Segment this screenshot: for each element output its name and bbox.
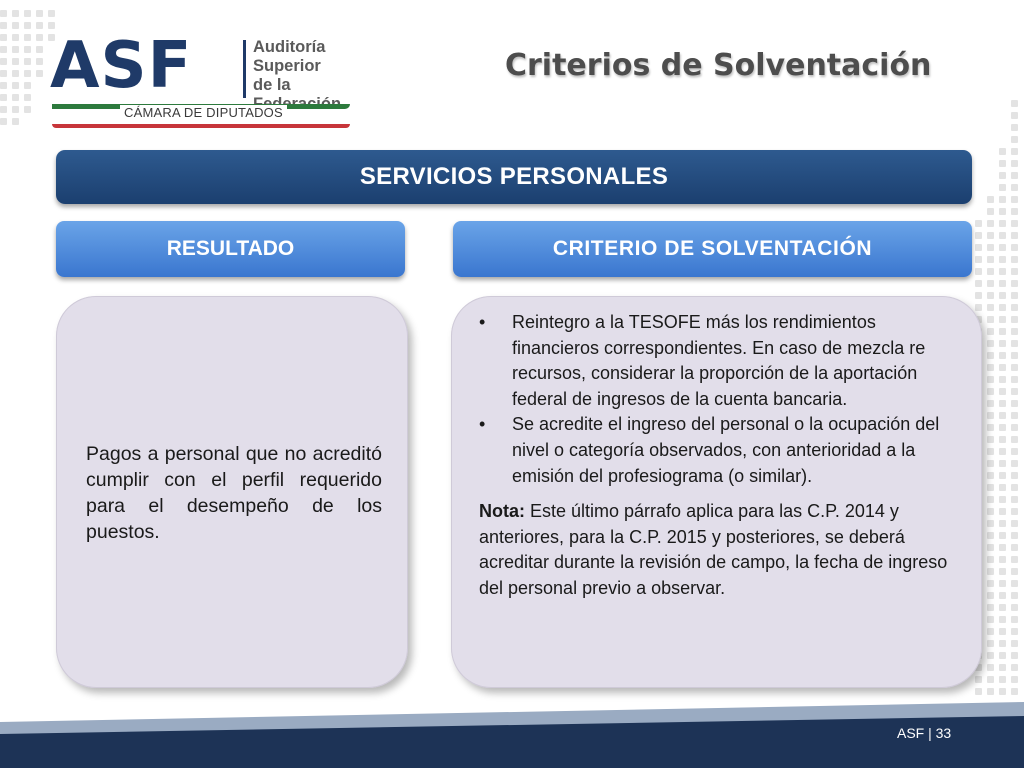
decorative-dot bbox=[0, 22, 7, 29]
decorative-dot bbox=[1011, 124, 1018, 131]
decorative-dot bbox=[0, 34, 7, 41]
decorative-dot bbox=[987, 352, 994, 359]
decorative-dot bbox=[999, 232, 1006, 239]
decorative-dot bbox=[987, 232, 994, 239]
decorative-dot bbox=[1011, 232, 1018, 239]
decorative-dot bbox=[975, 244, 982, 251]
decorative-dot bbox=[999, 400, 1006, 407]
decorative-dot bbox=[999, 688, 1006, 695]
bullet-text: Reintegro a la TESOFE más los rendimientos financieros correspondientes. En caso de mezcla re recursos, considerar la proporción de la aportación federal de ingresos de la cuenta bancaria. bbox=[512, 312, 926, 409]
decorative-dot bbox=[1011, 616, 1018, 623]
logo-org-line1: Auditoría bbox=[253, 38, 326, 56]
decorative-dot bbox=[999, 436, 1006, 443]
decorative-dot bbox=[987, 520, 994, 527]
decorative-dot bbox=[1011, 244, 1018, 251]
decorative-dot bbox=[24, 82, 31, 89]
decorative-dot bbox=[987, 280, 994, 287]
decorative-dot bbox=[1011, 484, 1018, 491]
decorative-dot bbox=[975, 304, 982, 311]
decorative-dot bbox=[1011, 112, 1018, 119]
decorative-dot bbox=[1011, 160, 1018, 167]
decorative-dot bbox=[12, 34, 19, 41]
logo-acronym: ASF bbox=[50, 29, 193, 103]
decorative-dot bbox=[1011, 316, 1018, 323]
list-item bbox=[479, 412, 959, 489]
decorative-dot bbox=[999, 280, 1006, 287]
decorative-dot bbox=[999, 472, 1006, 479]
decorative-dot bbox=[999, 460, 1006, 467]
decorative-dot bbox=[987, 604, 994, 611]
decorative-dot bbox=[0, 10, 7, 17]
decorative-dot bbox=[1011, 508, 1018, 515]
decorative-dot bbox=[0, 94, 7, 101]
decorative-dot bbox=[987, 616, 994, 623]
decorative-dot bbox=[999, 592, 1006, 599]
decorative-dot bbox=[987, 400, 994, 407]
criterio-bullet-list bbox=[479, 310, 959, 489]
decorative-dot bbox=[1011, 148, 1018, 155]
decorative-dot bbox=[1011, 628, 1018, 635]
decorative-dot bbox=[999, 424, 1006, 431]
decorative-dot bbox=[999, 220, 1006, 227]
criterio-content bbox=[479, 310, 959, 602]
decorative-dot bbox=[999, 640, 1006, 647]
decorative-dot bbox=[987, 304, 994, 311]
decorative-dot bbox=[1011, 196, 1018, 203]
decorative-dot bbox=[24, 58, 31, 65]
decorative-dot bbox=[975, 220, 982, 227]
decorative-dot bbox=[1011, 448, 1018, 455]
decorative-dot bbox=[36, 22, 43, 29]
logo-org-line3: de la bbox=[253, 76, 291, 94]
decorative-dot bbox=[987, 424, 994, 431]
decorative-dot bbox=[975, 268, 982, 275]
decorative-dot bbox=[987, 460, 994, 467]
decorative-dot bbox=[12, 10, 19, 17]
decorative-dot bbox=[999, 364, 1006, 371]
decorative-dot bbox=[24, 22, 31, 29]
decorative-dot bbox=[0, 70, 7, 77]
decorative-dot bbox=[987, 640, 994, 647]
decorative-dot bbox=[999, 268, 1006, 275]
decorative-dot bbox=[1011, 556, 1018, 563]
page-title: Criterios de Solventación bbox=[505, 48, 932, 83]
decorative-dot bbox=[1011, 376, 1018, 383]
decorative-dot bbox=[1011, 592, 1018, 599]
note-label: Nota: bbox=[479, 501, 525, 522]
decorative-dot bbox=[1011, 604, 1018, 611]
decorative-dot bbox=[987, 544, 994, 551]
decorative-dot bbox=[1011, 136, 1018, 143]
note-paragraph bbox=[479, 499, 959, 601]
decorative-dot bbox=[999, 616, 1006, 623]
decorative-dot bbox=[48, 10, 55, 17]
logo-red-stripe bbox=[52, 124, 350, 128]
decorative-dot bbox=[999, 568, 1006, 575]
logo-divider bbox=[243, 40, 246, 98]
decorative-dot bbox=[0, 118, 7, 125]
decorative-dot bbox=[1011, 292, 1018, 299]
decorative-dot bbox=[24, 46, 31, 53]
decorative-dot bbox=[24, 70, 31, 77]
decorative-dot bbox=[1011, 520, 1018, 527]
decorative-dot bbox=[0, 106, 7, 113]
decorative-dot bbox=[1011, 256, 1018, 263]
decorative-dot bbox=[987, 472, 994, 479]
decorative-dot bbox=[987, 652, 994, 659]
decorative-dot bbox=[999, 388, 1006, 395]
decorative-dot bbox=[987, 532, 994, 539]
decorative-dot bbox=[999, 376, 1006, 383]
decorative-dot bbox=[987, 484, 994, 491]
decorative-dot bbox=[975, 688, 982, 695]
decorative-dot bbox=[987, 436, 994, 443]
decorative-dot bbox=[999, 604, 1006, 611]
decorative-dot bbox=[987, 316, 994, 323]
logo-camara: CÁMARA DE DIPUTADOS bbox=[120, 105, 287, 120]
decorative-dot bbox=[999, 208, 1006, 215]
decorative-dot bbox=[987, 688, 994, 695]
decorative-dot bbox=[1011, 328, 1018, 335]
decorative-dot bbox=[1011, 352, 1018, 359]
decorative-dot bbox=[0, 58, 7, 65]
decorative-dot bbox=[24, 94, 31, 101]
decorative-dot bbox=[1011, 580, 1018, 587]
decorative-dot bbox=[975, 232, 982, 239]
decorative-dot bbox=[999, 628, 1006, 635]
decorative-dot bbox=[36, 70, 43, 77]
decorative-dot bbox=[999, 556, 1006, 563]
decorative-dot bbox=[36, 34, 43, 41]
decorative-dot bbox=[36, 10, 43, 17]
decorative-dot bbox=[12, 58, 19, 65]
section-banner: SERVICIOS PERSONALES bbox=[56, 150, 972, 204]
decorative-dot bbox=[975, 256, 982, 263]
decorative-dot bbox=[1011, 208, 1018, 215]
decorative-dot bbox=[1011, 460, 1018, 467]
decorative-dot bbox=[1011, 220, 1018, 227]
decorative-dot bbox=[999, 148, 1006, 155]
decorative-dot bbox=[987, 376, 994, 383]
decorative-dot bbox=[0, 46, 7, 53]
criterio-header: CRITERIO DE SOLVENTACIÓN bbox=[453, 221, 972, 277]
decorative-dot bbox=[1011, 412, 1018, 419]
decorative-dot bbox=[999, 316, 1006, 323]
decorative-dot bbox=[999, 412, 1006, 419]
decorative-dot bbox=[999, 304, 1006, 311]
decorative-dot bbox=[999, 448, 1006, 455]
decorative-dot bbox=[999, 664, 1006, 671]
decorative-dot bbox=[987, 220, 994, 227]
decorative-dot bbox=[1011, 100, 1018, 107]
decorative-dot bbox=[975, 676, 982, 683]
decorative-dot bbox=[987, 556, 994, 563]
slide-number: ASF | 33 bbox=[897, 725, 952, 741]
decorative-dot bbox=[987, 244, 994, 251]
decorative-dot bbox=[975, 280, 982, 287]
resultado-text: Pagos a personal que no acreditó cumplir con el perfil requerido para el desempeño de los puestos. bbox=[86, 443, 382, 543]
decorative-dot bbox=[987, 208, 994, 215]
decorative-dot bbox=[12, 22, 19, 29]
decorative-dot bbox=[999, 532, 1006, 539]
decorative-dot bbox=[12, 46, 19, 53]
decorative-dot bbox=[999, 508, 1006, 515]
decorative-dot bbox=[1011, 400, 1018, 407]
decorative-dot bbox=[1011, 304, 1018, 311]
decorative-dot bbox=[24, 106, 31, 113]
decorative-dot bbox=[1011, 568, 1018, 575]
logo-org-name bbox=[253, 38, 355, 114]
decorative-dot bbox=[24, 34, 31, 41]
decorative-dot bbox=[1011, 340, 1018, 347]
decorative-dot bbox=[0, 82, 7, 89]
decorative-dot bbox=[12, 82, 19, 89]
decorative-dot bbox=[987, 676, 994, 683]
decorative-dot bbox=[987, 268, 994, 275]
decorative-dot bbox=[999, 496, 1006, 503]
decorative-dot bbox=[24, 10, 31, 17]
decorative-dot bbox=[1011, 664, 1018, 671]
bullet-text: Se acredite el ingreso del personal o la ocupación del nivel o categoría observados, con anterioridad a la emisión del profesiograma (o similar). bbox=[512, 414, 940, 486]
decorative-dot bbox=[987, 256, 994, 263]
list-item bbox=[479, 310, 959, 412]
decorative-dot bbox=[987, 388, 994, 395]
decorative-dot bbox=[1011, 688, 1018, 695]
decorative-dot bbox=[999, 196, 1006, 203]
decorative-dot bbox=[987, 592, 994, 599]
decorative-dot bbox=[1011, 268, 1018, 275]
decorative-dot bbox=[987, 508, 994, 515]
decorative-dot bbox=[987, 196, 994, 203]
decorative-dot bbox=[1011, 544, 1018, 551]
decorative-dot bbox=[987, 340, 994, 347]
decorative-dot bbox=[1011, 184, 1018, 191]
bullet-icon: • bbox=[479, 414, 486, 435]
decorative-dot bbox=[999, 244, 1006, 251]
decorative-dot bbox=[999, 328, 1006, 335]
decorative-dot bbox=[1011, 496, 1018, 503]
decorative-dot bbox=[1011, 424, 1018, 431]
decorative-dot bbox=[999, 256, 1006, 263]
decorative-dot bbox=[1011, 172, 1018, 179]
decorative-dot bbox=[12, 94, 19, 101]
decorative-dots-right bbox=[975, 100, 1024, 700]
decorative-dot bbox=[999, 580, 1006, 587]
decorative-dot bbox=[999, 544, 1006, 551]
decorative-dot bbox=[1011, 364, 1018, 371]
decorative-dot bbox=[999, 172, 1006, 179]
decorative-dot bbox=[987, 292, 994, 299]
footer-band bbox=[0, 700, 1024, 768]
decorative-dot bbox=[12, 106, 19, 113]
decorative-dot bbox=[987, 448, 994, 455]
decorative-dot bbox=[999, 340, 1006, 347]
decorative-dot bbox=[999, 160, 1006, 167]
resultado-header: RESULTADO bbox=[56, 221, 405, 277]
decorative-dot bbox=[999, 184, 1006, 191]
decorative-dot bbox=[36, 58, 43, 65]
decorative-dot bbox=[999, 652, 1006, 659]
decorative-dot bbox=[1011, 676, 1018, 683]
decorative-dot bbox=[987, 496, 994, 503]
decorative-dot bbox=[12, 118, 19, 125]
decorative-dot bbox=[987, 364, 994, 371]
bullet-icon: • bbox=[479, 312, 486, 332]
decorative-dot bbox=[48, 22, 55, 29]
decorative-dot bbox=[999, 676, 1006, 683]
decorative-dot bbox=[1011, 436, 1018, 443]
asf-logo bbox=[50, 29, 355, 132]
decorative-dot bbox=[999, 352, 1006, 359]
decorative-dot bbox=[999, 520, 1006, 527]
decorative-dot bbox=[987, 580, 994, 587]
decorative-dot bbox=[987, 628, 994, 635]
decorative-dot bbox=[987, 568, 994, 575]
decorative-dot bbox=[1011, 640, 1018, 647]
decorative-dot bbox=[975, 292, 982, 299]
note-text: Este último párrafo aplica para las C.P. 2014 y anteriores, para la C.P. 2015 y posteriores, se deberá acreditar durante la revisión de campo, la fecha de ingreso del personal previo a observar. bbox=[479, 501, 948, 598]
decorative-dot bbox=[1011, 280, 1018, 287]
decorative-dot bbox=[1011, 388, 1018, 395]
decorative-dot bbox=[1011, 532, 1018, 539]
decorative-dot bbox=[987, 328, 994, 335]
decorative-dot bbox=[987, 664, 994, 671]
decorative-dot bbox=[1011, 472, 1018, 479]
decorative-dot bbox=[987, 412, 994, 419]
decorative-dot bbox=[1011, 652, 1018, 659]
decorative-dot bbox=[36, 46, 43, 53]
decorative-dot bbox=[12, 70, 19, 77]
decorative-dot bbox=[999, 292, 1006, 299]
decorative-dot bbox=[999, 484, 1006, 491]
logo-org-line2: Superior bbox=[253, 57, 321, 75]
